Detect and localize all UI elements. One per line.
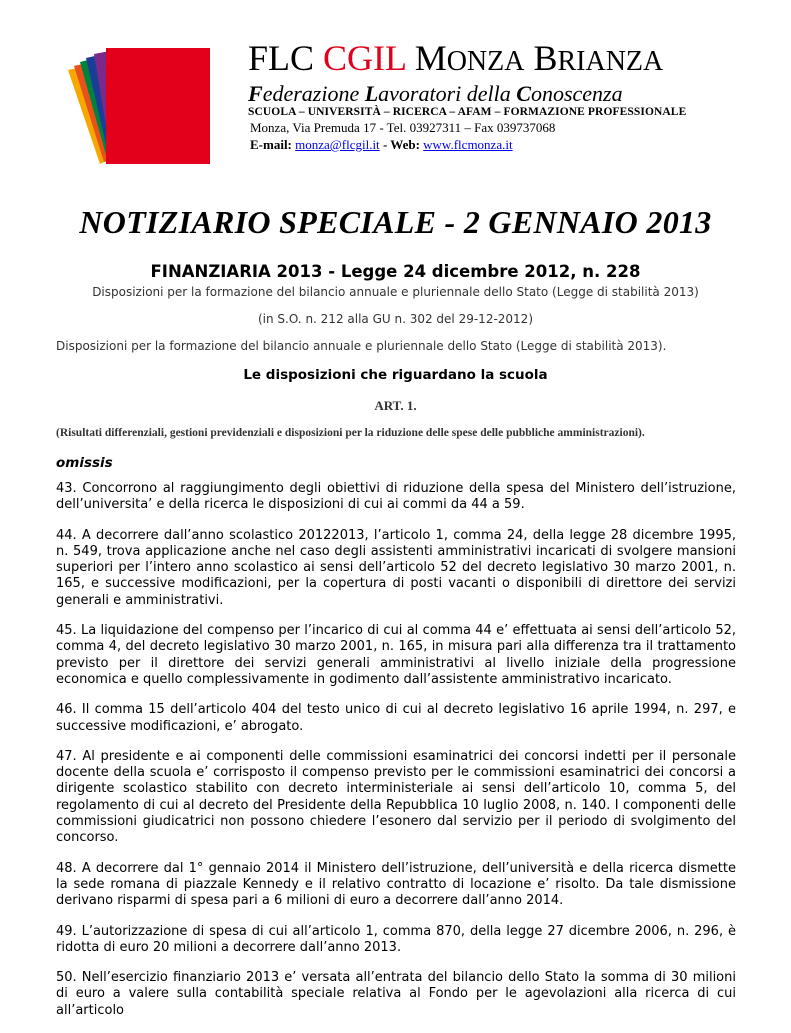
email-link[interactable]: monza@flcgil.it xyxy=(295,137,380,152)
subtitle-avoratori: avoratori della xyxy=(378,81,517,106)
title-monza-rest: ONZA xyxy=(446,46,525,77)
title-cgil: CGIL xyxy=(323,38,406,78)
paragraph-45: 45. La liquidazione del compenso per l’incarico di cui al comma 44 e’ effettuata ai sensi dell’articolo 52, comma 4, del decreto legislativo 30 marzo 2001, n. 165, in misura pari alla differenza tra il trattamento previsto per il direttore dei servizi generali amministrativi al livello iniziale della progressione economica e quello complessivamente in godimento dall’assistente amministrativo incaricato. xyxy=(56,623,736,687)
law-reference: (in S.O. n. 212 alla GU n. 302 del 29-12-2012) xyxy=(257,312,533,326)
law-subtitle: Disposizioni per la formazione del bilancio annuale e pluriennale dello Stato (Legge di stabilità 2013) xyxy=(92,285,699,299)
web-label: - Web: xyxy=(379,137,420,152)
org-title xyxy=(248,38,663,82)
section-title: Le disposizioni che riguardano la scuola xyxy=(243,367,548,383)
paragraphs xyxy=(56,481,736,1033)
title-brianza-rest: RIANZA xyxy=(557,46,664,77)
paragraph-50: 50. Nell’esercizio finanziario 2013 e’ versata all’entrata del bilancio dello Stato la somma di 30 milioni di euro a valere sulla contabilità speciale relativa al Fondo per le agevolazioni alla ricerca di cui all’articolo xyxy=(56,970,736,1018)
logo-sheet-red xyxy=(106,48,210,164)
subtitle-initial-c: C xyxy=(516,81,531,106)
main-heading: NOTIZIARIO SPECIALE - 2 GENNAIO 2013 xyxy=(79,204,712,240)
org-contacts xyxy=(250,137,513,153)
org-address: Monza, Via Premuda 17 - Tel. 03927311 – Fax 039737068 xyxy=(250,120,556,135)
subtitle-onoscenza: onoscenza xyxy=(530,81,623,106)
omissis-label: omissis xyxy=(56,455,113,471)
org-subtitle xyxy=(248,81,623,107)
title-brianza-initial: B xyxy=(533,38,558,78)
subtitle-ederazione: ederazione xyxy=(262,81,365,106)
email-label: E-mail: xyxy=(250,137,292,152)
law-description: Disposizioni per la formazione del bilancio annuale e pluriennale dello Stato (Legge di stabilità 2013). xyxy=(56,339,667,353)
article-title: ART. 1. xyxy=(374,398,417,413)
article-description: (Risultati differenziali, gestioni previdenziali e disposizioni per la riduzione delle spese delle pubbliche amministrazioni). xyxy=(56,427,645,439)
paragraph-49: 49. L’autorizzazione di spesa di cui all’articolo 1, comma 870, della legge 27 dicembre 2006, n. 296, è ridotta di euro 20 milioni a decorrere dall’anno 2013. xyxy=(56,923,736,955)
title-flc: FLC xyxy=(248,38,315,78)
flc-cgil-logo xyxy=(66,48,212,166)
paragraph-44: 44. A decorrere dall’anno scolastico 20122013, l’articolo 1, comma 24, della legge 28 dicembre 1995, n. 549, trova applicazione anche nel caso degli assistenti amministrativi incaricati di svolgere mansioni superiori per l’intero anno scolastico ai sensi dell’articolo 52 del decreto legislativo 30 marzo 2001, n. 165, e successive modificazioni, per la copertura di posti vacanti o disponibili di direttore dei servizi generali e amministrativi. xyxy=(56,527,736,608)
paragraph-43: 43. Concorrono al raggiungimento degli obiettivi di riduzione della spesa del Ministero dell’istruzione, dell’universita’ e della ricerca le disposizioni di cui ai commi da 44 a 59. xyxy=(56,481,736,513)
subtitle-initial-l: L xyxy=(364,81,379,106)
paragraph-47: 47. Al presidente e ai componenti delle commissioni esaminatrici dei concorsi indetti per il personale docente della scuola e’ corrisposto il compenso previsto per le commissioni esaminatrici dei concorsi a dirigente scolastico stabilito con decreto interministeriale ai sensi dell’articolo 10, comma 5, del regolamento di cui al decreto del Presidente della Repubblica 10 luglio 2008, n. 140. I componenti delle commissioni giudicatrici non possono chiedere l’esonero dal servizio per il periodo di svolgimento del concorso. xyxy=(56,748,736,846)
law-title: FINANZIARIA 2013 - Legge 24 dicembre 2012, n. 228 xyxy=(150,262,641,281)
title-monza-initial: M xyxy=(414,38,447,78)
paragraph-48: 48. A decorrere dal 1° gennaio 2014 il Ministero dell’istruzione, dell’università e della ricerca dismette la sede romana di piazzale Kennedy e il relativo contratto di locazione e’ risolto. Da tale dismissione derivano risparmi di spesa pari a 6 milioni di euro a decorrere dall’anno 2014. xyxy=(56,860,736,909)
paragraph-46: 46. Il comma 15 dell’articolo 404 del testo unico di cui al decreto legislativo 16 aprile 1994, n. 297, e successive modificazioni, e’ abrogato. xyxy=(56,702,736,734)
org-sectors: SCUOLA – UNIVERSITÀ – RICERCA – AFAM – FORMAZIONE PROFESSIONALE xyxy=(248,106,687,118)
web-link[interactable]: www.flcmonza.it xyxy=(423,137,513,152)
subtitle-initial-f: F xyxy=(248,81,263,106)
